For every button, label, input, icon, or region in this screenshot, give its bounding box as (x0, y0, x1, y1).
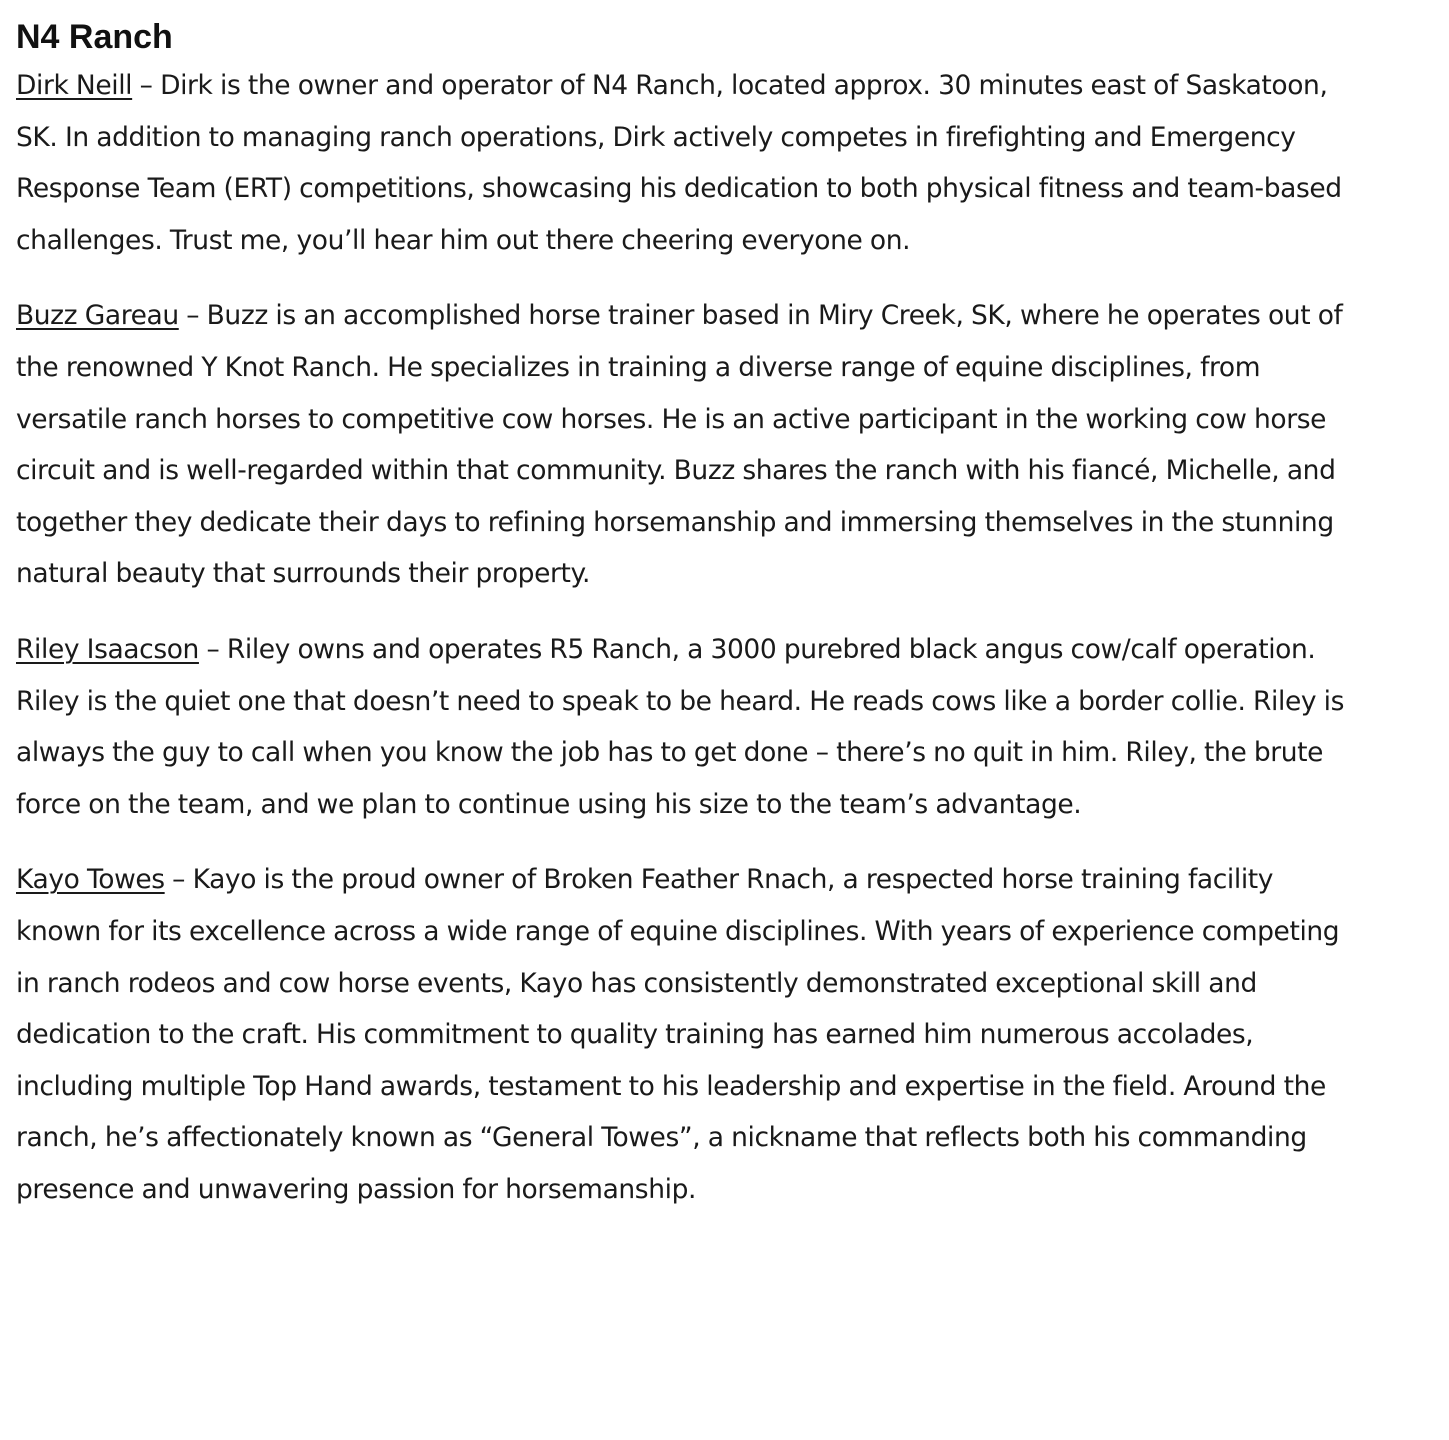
bio-separator: – (164, 864, 193, 896)
bio-name-buzz-gareau: Buzz Gareau (16, 300, 179, 332)
bio-text-buzz-gareau: Buzz is an accomplished horse trainer based in Miry Creek, SK, where he operates out of the renowned Y Knot Ranch. He specializes in training a diverse range of equine disciplines, from versatile ranch horses to competitive cow horses. He is an active participant in the working cow horse circuit and is well-regarded within that community. Buzz shares the ranch with his fiancé, Michelle, and together they dedicate their days to refining horsemanship and immersing themselves in the stunning natural beauty that surrounds their property. (16, 300, 1343, 590)
bio-name-kayo-towes: Kayo Towes (16, 864, 165, 896)
bio-text-dirk-neill: Dirk is the owner and operator of N4 Ranch, located approx. 30 minutes east of Saskatoon, SK. In addition to managing ranch operations, Dirk actively competes in firefighting and Emergency Response Team (ERT) competitions, showcasing his dedication to both physical fitness and team-based challenges. Trust me, you’ll hear him out there cheering everyone on. (16, 70, 1342, 256)
bio-paragraph-buzz-gareau (16, 290, 1346, 600)
bio-name-riley-isaacson: Riley Isaacson (16, 633, 199, 665)
bio-text-riley-isaacson: Riley owns and operates R5 Ranch, a 3000 purebred black angus cow/calf operation. Riley is the quiet one that doesn’t need to speak to be heard. He reads cows like a border collie. Riley is always the guy to call when you know the job has to get done – there’s no quit in him. Riley, the brute force on the team, and we plan to continue using his size to the team’s advantage. (16, 633, 1345, 820)
bio-separator: – (178, 300, 207, 332)
page-title: N4 Ranch (16, 18, 173, 56)
bio-paragraph-riley-isaacson (16, 624, 1346, 830)
bio-separator: – (132, 70, 161, 101)
bio-separator: – (198, 633, 227, 665)
bio-paragraph-dirk-neill (16, 60, 1346, 266)
bio-text-kayo-towes: Kayo is the proud owner of Broken Feather Rnach, a respected horse training facility known for its excellence across a wide range of equine disciplines. With years of experience competing in ranch rodeos and cow horse events, Kayo has consistently demonstrated exceptional skill and dedication to the craft. His commitment to quality training has earned him numerous accolades, including multiple Top Hand awards, testament to his leadership and expertise in the field. Around the ranch, he’s affectionately known as “General Towes”, a nickname that reflects both his commanding presence and unwavering passion for horsemanship. (16, 864, 1340, 1205)
document-body (16, 14, 1346, 1239)
bio-name-dirk-neill: Dirk Neill (16, 70, 133, 101)
bio-paragraph-kayo-towes (16, 854, 1346, 1215)
